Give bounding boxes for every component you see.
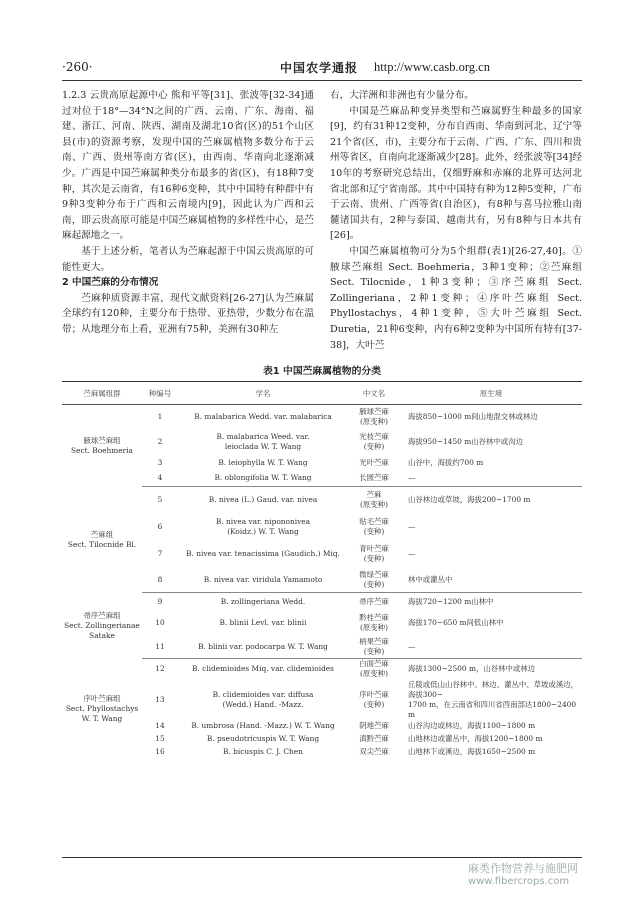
chinese-name: 微绿苎麻 (变种) bbox=[348, 568, 400, 593]
habitat: 海拔170~650 m间低山林中 bbox=[408, 618, 504, 627]
column-header: 学名 bbox=[178, 384, 348, 405]
page-header bbox=[62, 58, 582, 78]
species-number: 7 bbox=[157, 549, 163, 558]
table-row bbox=[62, 659, 582, 680]
species-number: 13 bbox=[155, 694, 165, 704]
habitat: 山谷中，海拔约700 m bbox=[408, 457, 484, 467]
paragraph: 中国是苎麻品种变异类型和苎麻属野生种最多的国家[9]，约有31种12变种，分布自西南、华南到河北、辽宁等21个省(区，市)，主要分布于云南、广西、广东、四川和贵州等省区，自南向北逐渐减少[28]。此外，经张波等[34]经10年的考察研究总结出，仅细野麻和赤麻的北界可达河北省北部和辽宁省南部。其中中国特有种为12种5变种，广布于云南、贵州、广西等省(自治区)，有8种与喜马拉雅山南麓诸国共有，2种与泰国、越南共有，另有8种与日本共有[26]。 bbox=[330, 105, 582, 242]
chinese-name: 白面苎麻 (原变种) bbox=[359, 659, 389, 679]
scientific-name: B. malabarica Weed. var. leioclada W. T. Wang bbox=[216, 432, 310, 451]
scientific-name: B. nivea var. nipononivea (Koidz.) W. T. Wang bbox=[215, 517, 311, 536]
chinese-name: 苎麻 (原变种) bbox=[360, 490, 388, 510]
table-row bbox=[62, 593, 582, 611]
column-header: 原生境 bbox=[400, 384, 582, 405]
group-latin: Sect. Boehmeria bbox=[71, 445, 133, 455]
habitat: 海拔850~1000 m间山地混交林或林边 bbox=[408, 412, 538, 422]
group-name: 腋球苎麻组 bbox=[83, 435, 121, 445]
species-number: 4 bbox=[142, 471, 178, 487]
group-cell bbox=[62, 593, 142, 659]
habitat: 山地林边或灌丛中，海拔1200~1800 m bbox=[408, 734, 543, 743]
column-header: 中文名 bbox=[348, 384, 400, 405]
paragraph: 1.2.3 云贵高原起源中心 熊和平等[31]、张波等[32-34]通过对位于18°—34°N之间的广西、云南、广东、海南、福建、浙江、河南、陕西、湖南及湖北10省(区)的51个山区县(市)的资源考察，发现中国的苎麻属植物多数分布于云南、广西、贵州等南方省(区)，由西南、华南向北逐渐减少。广西是中国苎麻属种类分布最多的省(区)，有18种7变种，其次是云南省，有16种6变种，其中中国特有种群中有9种3变种分布于广西和云南境内[9]，因此认为广西和云南，即云贵高原可能是中国苎麻属植物的多样性中心，是苎麻起源地之一。 bbox=[62, 90, 314, 242]
chinese-name: 滇黔苎麻 bbox=[359, 734, 389, 743]
watermark bbox=[468, 862, 578, 888]
column-header: 苎麻属组群 bbox=[62, 384, 142, 405]
scientific-name: B. malabarica Wedd. var. malabarica bbox=[194, 412, 332, 422]
table-caption: 表1 中国苎麻属植物的分类 bbox=[263, 366, 381, 377]
group-cell bbox=[62, 659, 142, 759]
scientific-name: B. oblongifolia W. T. Wang bbox=[178, 471, 348, 487]
habitat: — bbox=[400, 636, 582, 659]
chinese-name: 阴地苎麻 bbox=[359, 721, 389, 730]
chinese-name: 双尖苎麻 bbox=[359, 747, 389, 756]
habitat: 山谷沟边或林边，海拔1100~1800 m bbox=[408, 721, 536, 730]
table-row bbox=[62, 405, 582, 430]
chinese-name: 光叶苎麻 bbox=[359, 457, 389, 467]
habitat: 海拔720~1200 m山林中 bbox=[408, 596, 494, 606]
group-name: 苎麻组 bbox=[90, 529, 114, 539]
header-rule bbox=[62, 80, 582, 81]
scientific-name: B. nivea var. tenacissima (Gaudich.) Miq. bbox=[186, 549, 340, 558]
scientific-name: B. zollingeriana Wedd. bbox=[220, 596, 306, 606]
chinese-name: 光枝苎麻 (变种) bbox=[359, 432, 389, 451]
group-latin: Sect. Zollingerianae Satake bbox=[64, 620, 140, 640]
classification-table bbox=[62, 384, 582, 759]
chinese-name: 贴毛苎麻 (变种) bbox=[359, 517, 389, 536]
watermark-url: www.fibercrops.com bbox=[468, 876, 570, 887]
table-top-rule bbox=[62, 381, 582, 382]
scientific-name: B. clidemioides Miq. var. clidemioides bbox=[192, 664, 334, 674]
left-column bbox=[62, 88, 314, 338]
chinese-name: 长圆苎麻 bbox=[348, 471, 400, 487]
chinese-name: 帚序苎麻 bbox=[359, 596, 389, 606]
chinese-name: 腋球苎麻 (原变种) bbox=[359, 407, 389, 427]
scientific-name: B. bicuspis C. J. Chen bbox=[223, 747, 303, 756]
group-cell bbox=[62, 405, 142, 487]
species-number: 14 bbox=[155, 721, 165, 730]
species-number: 8 bbox=[142, 568, 178, 593]
species-number: 15 bbox=[155, 734, 165, 743]
species-number: 11 bbox=[142, 636, 178, 659]
species-number: 5 bbox=[157, 495, 163, 505]
chinese-name: 柄果苎麻 (变种) bbox=[348, 636, 400, 659]
habitat: 海拔1300~2500 m，山谷林中或林边 bbox=[408, 664, 536, 674]
page-number: ·260· bbox=[62, 60, 93, 74]
table-header-row bbox=[62, 384, 582, 405]
table-row bbox=[62, 487, 582, 514]
species-number: 10 bbox=[155, 618, 165, 627]
habitat: 海拔950~1450 m山谷林中或沟边 bbox=[408, 437, 523, 446]
column-header: 种编号 bbox=[142, 384, 178, 405]
table-body bbox=[62, 405, 582, 759]
habitat: 丘陵或低山山谷林中、林边、灌丛中、草坡或溪边，海拔300~ 1700 m，在云南省和四川省西南部达1800~2400 m bbox=[408, 679, 578, 719]
journal-title: 中国农学通报 bbox=[280, 61, 359, 75]
species-number: 16 bbox=[155, 747, 165, 756]
species-number: 9 bbox=[157, 596, 163, 606]
habitat: — bbox=[408, 549, 416, 558]
section-heading: 2 中国苎麻的分布情况 bbox=[62, 277, 159, 289]
species-number: 3 bbox=[157, 457, 163, 467]
watermark-text: 麻类作物营养与施肥网 bbox=[468, 862, 578, 875]
scientific-name: B. nivea var. viridula Yamamoto bbox=[178, 568, 348, 593]
scientific-name: B. nivea (L.) Gaud. var. nivea bbox=[208, 495, 318, 505]
group-latin: Sect. Tilocnide Bl. bbox=[67, 539, 137, 549]
chinese-name: 黔桂苎麻 (原变种) bbox=[359, 613, 389, 632]
group-cell bbox=[62, 487, 142, 593]
scientific-name: B. blinii Levl. var. blinii bbox=[219, 618, 307, 627]
species-number: 2 bbox=[157, 437, 163, 446]
habitat: — bbox=[408, 522, 416, 531]
scientific-name: B. clidemioides var. diffusa (Wedd.) Hand. -Mazz. bbox=[212, 689, 314, 709]
paragraph: 中国苎麻属植物可分为5个组群(表1)[26-27,40]。①腋球苎麻组 Sect. Boehmeria，3种1变种；②苎麻组 Sect. Tilocnide，1种3变种；③序苎麻组 Sect. Zollingeriana，2种1变种；④序叶苎麻组 Sect. Phyllostachys，4种1变种，⑤大叶苎麻组 Sect. Duretia，21种6变种，内有6种2变种为中国所有特有[37-38]，大叶苎 bbox=[330, 245, 582, 351]
paragraph: 苎麻种质资源丰富，现代文献资料[26-27]认为苎麻属全球约有120种，主要分布于热带、亚热带，少数分布在温带；从地理分布上看，亚洲有75种，美洲有30种左 bbox=[62, 292, 314, 335]
scientific-name: B. leiophylla W. T. Wang bbox=[218, 457, 308, 467]
journal-url: http://www.casb.org.cn bbox=[374, 60, 490, 74]
group-name: 序叶苎麻组 bbox=[83, 693, 121, 703]
species-number: 12 bbox=[155, 664, 165, 674]
scientific-name: B. pseudotricuspis W. T. Wang bbox=[206, 734, 320, 743]
chinese-name: 序叶苎麻 (变种) bbox=[359, 689, 389, 709]
chinese-name: 青叶苎麻 (变种) bbox=[359, 544, 389, 563]
paragraph: 右，大洋洲和非洲也有少量分布。 bbox=[330, 90, 474, 101]
paragraph: 基于上述分析，笔者认为苎麻起源于中国云贵高原的可能性更大。 bbox=[62, 245, 314, 273]
right-column bbox=[330, 88, 582, 353]
scientific-name: B. umbrosa (Hand. -Mazz.) W. T. Wang bbox=[191, 721, 335, 730]
species-number: 1 bbox=[157, 412, 163, 422]
group-latin: Sect. Phyllostachys W. T. Wang bbox=[65, 703, 139, 723]
group-name: 帚序苎麻组 bbox=[83, 610, 121, 620]
table-bottom-rule bbox=[62, 857, 582, 858]
species-number: 6 bbox=[157, 522, 163, 531]
habitat: — bbox=[400, 471, 582, 487]
scientific-name: B. blinii var. podocarpa W. T. Wang bbox=[178, 636, 348, 659]
habitat: 山谷林边或草坡，海拔200~1700 m bbox=[408, 495, 531, 505]
habitat: 山地林下或溪边，海拔1650~2500 m bbox=[408, 747, 536, 756]
habitat: 林中或灌丛中 bbox=[400, 568, 582, 593]
